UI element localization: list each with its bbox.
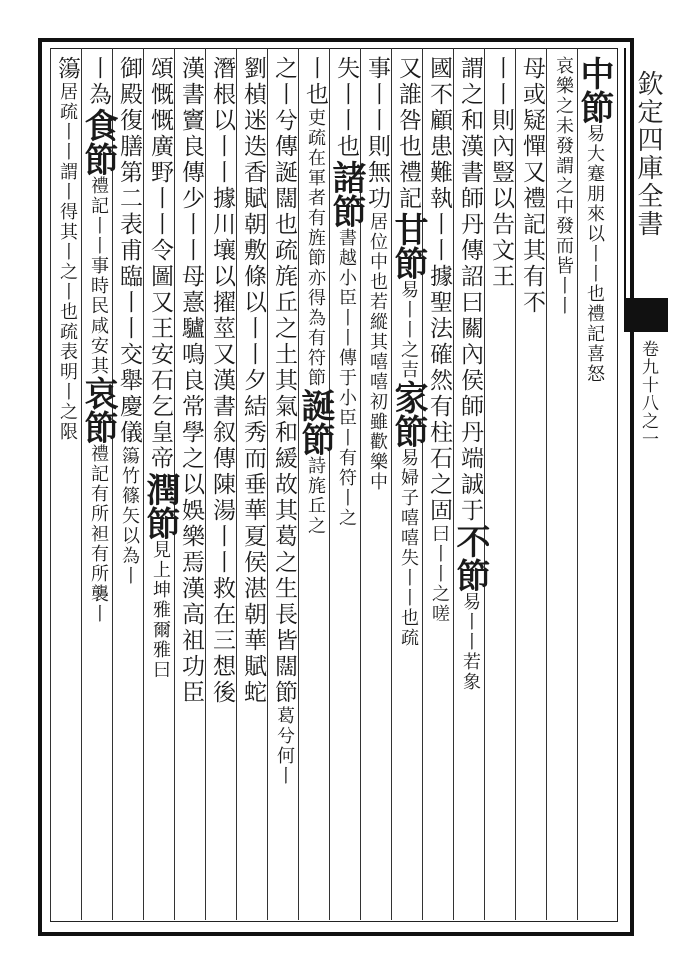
annotation-text: 曰丨丨之嗟 — [429, 524, 450, 624]
body-text: 事丨丨則無功 — [364, 56, 390, 212]
column-rule — [453, 48, 454, 920]
body-text: 丨丨則內豎以告文王 — [488, 56, 514, 290]
annotation-text: 詩旄丘之 — [305, 456, 326, 536]
body-text: 劉楨迷迭香賦朝敷條以丨丨夕結秀而垂華夏侯湛朝華賦蛇 — [240, 56, 266, 706]
annotation-text: 易丨丨若象 — [460, 592, 481, 692]
column-rule — [391, 48, 392, 920]
column-rule — [236, 48, 237, 920]
heading-term: 中節 — [574, 56, 614, 124]
annotation-text: 見上坤雅爾雅曰 — [150, 540, 171, 680]
text-column — [52, 56, 81, 916]
column-rule — [112, 48, 113, 920]
heading-term: 諸節 — [326, 160, 366, 228]
column-rule — [422, 48, 423, 920]
heading-term: 潤節 — [140, 472, 180, 540]
text-column — [517, 56, 546, 916]
annotation-text: 若縱其嘻嘻初雖歡樂中 — [367, 292, 388, 492]
annotation-text: 簜竹篠矢以為丨 — [119, 446, 140, 586]
heading-term: 誕節 — [295, 388, 335, 456]
text-column — [486, 56, 515, 916]
body-text: 謂之和漢書師丹傳詔曰關內侯師丹端誠于 — [457, 56, 483, 524]
text-column — [176, 56, 205, 916]
body-text: 御殿復膳第二表甫臨丨丨交舉慶儀 — [116, 56, 142, 446]
body-text: 簜 — [54, 56, 80, 82]
body-text: 國不顧患難執丨丨據聖法確然有柱石之固 — [426, 56, 452, 524]
annotation-text: 吏疏在軍者有旌節亦得為有符節 — [305, 108, 326, 388]
column-rule — [81, 48, 82, 920]
column-rule — [50, 48, 51, 920]
column-rule — [298, 48, 299, 920]
fishtail-mark — [624, 298, 668, 332]
column-rule — [577, 48, 578, 920]
annotation-text: 易丨丨之吉 — [398, 280, 419, 380]
text-column — [207, 56, 236, 916]
heading-term: 家節 — [388, 380, 428, 448]
body-text: 丨也 — [302, 56, 328, 108]
column-rule — [546, 48, 547, 920]
column-rule — [484, 48, 485, 920]
column-rule — [515, 48, 516, 920]
text-column — [450, 56, 490, 916]
heading-term: 食節 — [78, 108, 118, 176]
volume-label: 卷九十八之一 — [638, 340, 658, 448]
annotation-text: 葛兮何丨 — [274, 706, 295, 786]
text-column — [114, 56, 143, 916]
body-text: 失丨丨也 — [333, 56, 359, 160]
annotation-text: 禮記有所袒有所襲丨 — [88, 444, 109, 624]
text-column — [388, 56, 428, 916]
text-column — [424, 56, 453, 916]
annotation-text: 書越小臣丨丨傳于小臣丨有符丨之 — [336, 228, 357, 528]
text-column — [78, 56, 118, 916]
book-title: 欽定四庫全書 — [633, 70, 663, 238]
body-text: 頌慨慨廣野丨丨令圖又王安石乞皇帝 — [147, 56, 173, 472]
heading-term: 不節 — [450, 524, 490, 592]
annotation-text: 居疏丨丨謂丨得其丨 — [57, 82, 78, 262]
heading-term: 哀節 — [78, 376, 118, 444]
text-column — [548, 56, 577, 916]
text-column — [140, 56, 180, 916]
annotation-text: 之丨也疏表明丨之限 — [57, 262, 78, 442]
text-column — [326, 56, 366, 916]
annotation-text: 哀樂之未發謂之中發而皆丨丨 — [553, 56, 574, 316]
text-column — [574, 56, 614, 916]
column-rule — [205, 48, 206, 920]
annotation-text: 易大蹇朋來以丨丨也禮記喜怒 — [584, 124, 605, 384]
text-column — [269, 56, 298, 916]
text-column — [295, 56, 335, 916]
annotation-text: 禮記丨丨事時民咸安其 — [88, 176, 109, 376]
body-text: 母或疑憚又禮記其有不 — [519, 56, 545, 316]
text-column — [238, 56, 267, 916]
body-text: 丨為 — [85, 56, 111, 108]
heading-term: 甘節 — [388, 212, 428, 280]
text-column — [362, 56, 391, 916]
body-text: 潛根以丨丨據川壤以擢莖又漢書叙傳陳湯丨丨救在三想後 — [209, 56, 235, 706]
body-text: 漢書竇良傳少丨丨母憙驢鳴良常學之以娛樂焉漢高祖功臣 — [178, 56, 204, 706]
column-rule — [267, 48, 268, 920]
annotation-text: 易婦子嘻嘻失丨丨也疏 — [398, 448, 419, 648]
body-text: 又誰咎也禮記 — [395, 56, 421, 212]
body-text: 之丨兮傳誕闊也疏旄丘之土其氣和緩故其葛之生長皆闊節 — [271, 56, 297, 706]
annotation-text: 居位中也 — [367, 212, 388, 292]
